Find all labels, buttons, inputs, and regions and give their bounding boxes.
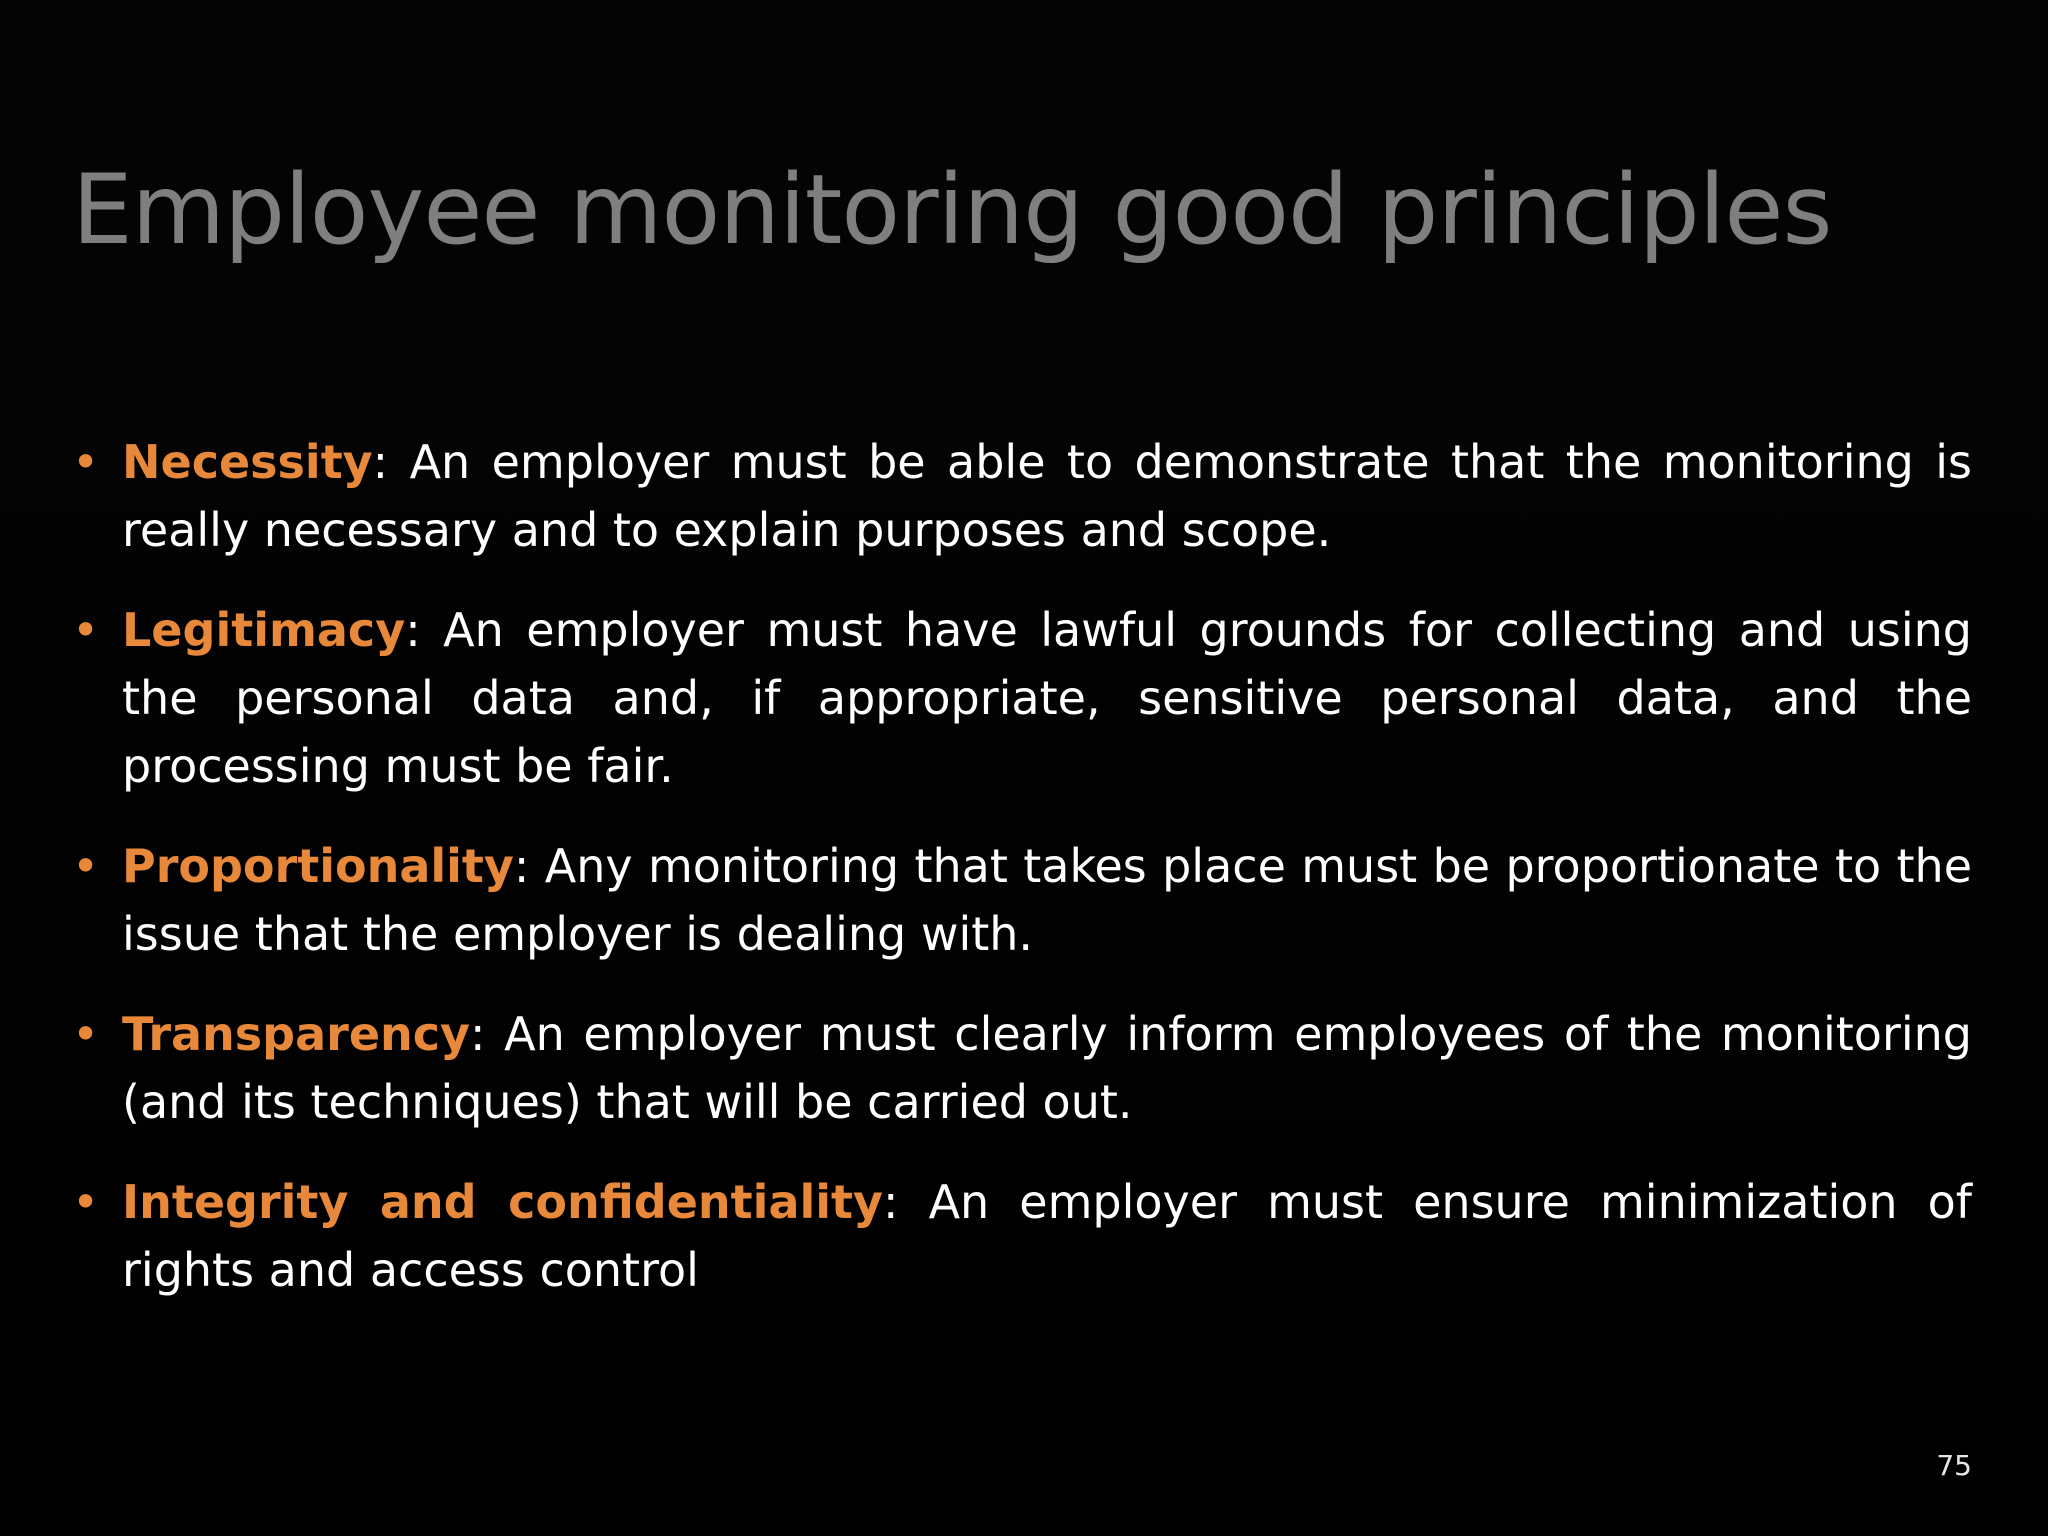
bullet-integrity-confidentiality xyxy=(72,1168,1972,1304)
bullet-text: An employer must be able to demonstrate that the monitoring is really necessary and to explain purposes and scope. xyxy=(122,435,1972,557)
bullet-dot-icon: • xyxy=(72,1007,100,1061)
bullet-term: Necessity xyxy=(122,435,373,489)
bullet-proportionality xyxy=(72,832,1972,968)
principles-list xyxy=(72,428,1972,1336)
slide-title: Employee monitoring good principles xyxy=(72,154,1832,266)
bullet-text: Any monitoring that takes place must be proportionate to the issue that the employer is dealing with. xyxy=(122,839,1972,961)
bullet-text: An employer must have lawful grounds for collecting and using the personal data and, if appropriate, sensitive personal data, and the processing must be fair. xyxy=(122,603,1972,793)
bullet-dot-icon: • xyxy=(72,839,100,893)
bullet-term: Proportionality xyxy=(122,839,514,893)
bullet-separator: : xyxy=(372,435,389,489)
bullet-dot-icon: • xyxy=(72,1175,100,1229)
bullet-separator: : xyxy=(405,603,421,657)
bullet-term: Transparency xyxy=(122,1007,471,1061)
bullet-dot-icon: • xyxy=(72,603,100,657)
bullet-term: Integrity and confidentiality xyxy=(122,1175,883,1229)
bullet-dot-icon: • xyxy=(72,435,100,489)
bullet-separator: : xyxy=(470,1007,486,1061)
bullet-necessity xyxy=(72,428,1972,564)
bullet-transparency xyxy=(72,1000,1972,1136)
bullet-separator: : xyxy=(513,839,530,893)
bullet-text: An employer must ensure minimization of rights and access control xyxy=(122,1175,1972,1297)
bullet-legitimacy xyxy=(72,596,1972,800)
bullet-text: An employer must clearly inform employees of the monitoring (and its techniques) that will be carried out. xyxy=(122,1007,1972,1129)
slide-number: 75 xyxy=(1936,1449,1972,1482)
bullet-separator: : xyxy=(883,1175,899,1229)
bullet-term: Legitimacy xyxy=(122,603,406,657)
